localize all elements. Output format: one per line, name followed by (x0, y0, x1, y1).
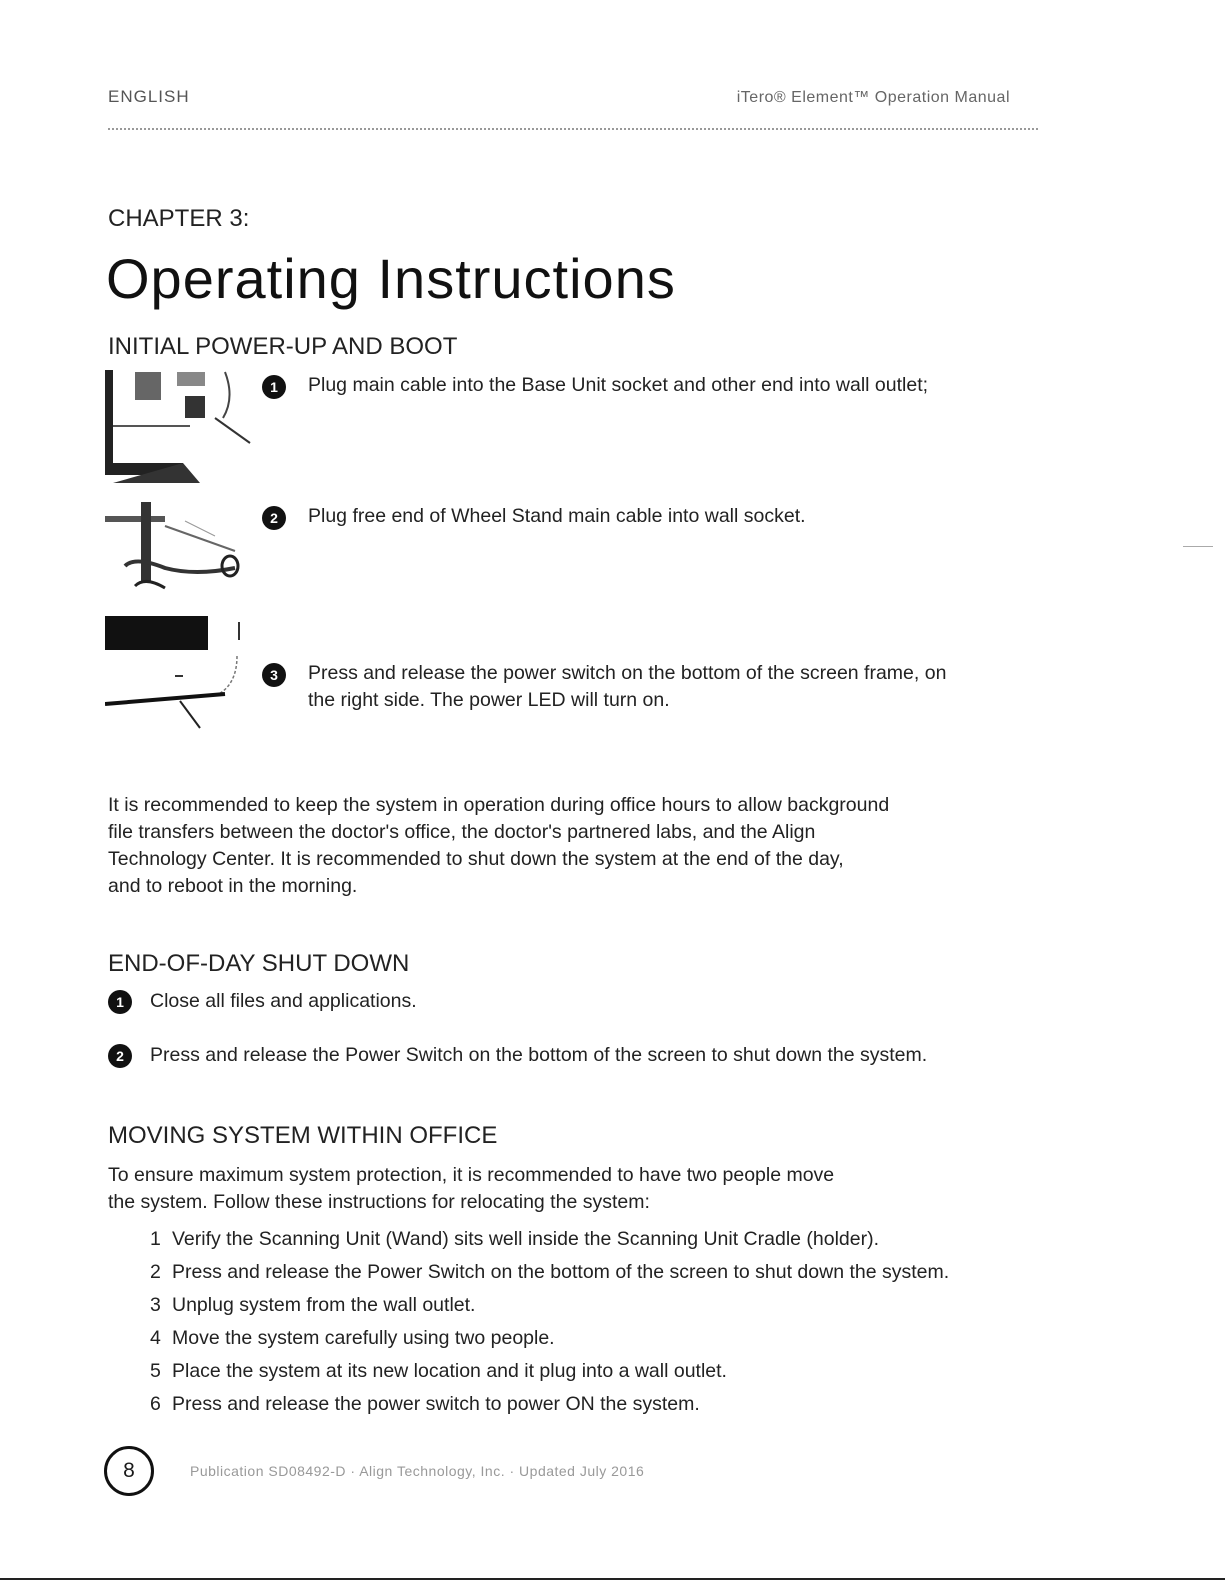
list-item (150, 1358, 949, 1391)
bottom-edge-rule (0, 1578, 1225, 1580)
intro-line: To ensure maximum system protection, it is recommended to have two people move (108, 1164, 835, 1186)
intro-line: the system. Follow these instructions for relocating the system: (108, 1191, 650, 1213)
list-item-number: 1 (150, 1228, 161, 1250)
list-item (150, 1325, 949, 1358)
power-up-step-3-text-line1: Press and release the power switch on the bottom of the screen frame, on (308, 662, 947, 684)
power-up-paragraph (108, 792, 889, 900)
section-heading-shut-down: END-OF-DAY SHUT DOWN (108, 950, 410, 977)
step-2-badge: 2 (262, 506, 286, 530)
list-item-text: Place the system at its new location and it plug into a wall outlet. (172, 1360, 727, 1382)
list-item-number: 5 (150, 1360, 161, 1382)
moving-instructions-list (150, 1226, 949, 1424)
power-up-step-3-text-line2: the right side. The power LED will turn on. (308, 689, 670, 711)
list-item (150, 1226, 949, 1259)
shutdown-step-1-badge: 1 (108, 990, 132, 1014)
section-heading-power-up: INITIAL POWER-UP AND BOOT (108, 333, 458, 360)
list-item-number: 3 (150, 1294, 161, 1316)
step-1-badge: 1 (262, 375, 286, 399)
screen-power-switch-illustration (105, 616, 255, 734)
wheel-stand-cable-illustration (105, 496, 255, 606)
list-item-text: Press and release the Power Switch on the bottom of the screen to shut down the system. (172, 1261, 950, 1283)
list-item-number: 4 (150, 1327, 161, 1349)
step-3-badge: 3 (262, 663, 286, 687)
list-item-number: 6 (150, 1393, 161, 1415)
list-item-text: Move the system carefully using two people. (172, 1327, 555, 1349)
footer-publication: Publication SD08492-D · Align Technology, Inc. · Updated July 2016 (190, 1463, 645, 1479)
page-number: 8 (104, 1446, 154, 1496)
list-item (150, 1391, 949, 1424)
header-language: ENGLISH (108, 87, 190, 106)
list-item-text: Verify the Scanning Unit (Wand) sits well inside the Scanning Unit Cradle (holder). (172, 1228, 880, 1250)
shutdown-step-2-badge: 2 (108, 1044, 132, 1068)
base-unit-socket-illustration (105, 368, 255, 483)
shutdown-step-1-text: Close all files and applications. (150, 990, 417, 1012)
section-heading-moving: MOVING SYSTEM WITHIN OFFICE (108, 1122, 498, 1149)
header-manual-title: iTero® Element™ Operation Manual (736, 89, 1010, 106)
paragraph-line: and to reboot in the morning. (108, 875, 358, 897)
list-item-text: Press and release the power switch to power ON the system. (172, 1393, 700, 1415)
paragraph-line: It is recommended to keep the system in operation during office hours to allow background (108, 794, 890, 816)
list-item (150, 1259, 949, 1292)
power-up-step-1-text: Plug main cable into the Base Unit socket and other end into wall outlet; (308, 374, 929, 396)
page-title: Operating Instructions (106, 247, 676, 310)
chapter-label: CHAPTER 3: (108, 205, 250, 232)
power-up-step-2-text: Plug free end of Wheel Stand main cable into wall socket. (308, 505, 806, 527)
paragraph-line: Technology Center. It is recommended to shut down the system at the end of the day, (108, 848, 844, 870)
moving-intro (108, 1162, 834, 1216)
margin-mark (1183, 546, 1213, 547)
shutdown-step-2-text: Press and release the Power Switch on the bottom of the screen to shut down the system. (150, 1044, 928, 1066)
paragraph-line: file transfers between the doctor's office, the doctor's partnered labs, and the Align (108, 821, 816, 843)
list-item-number: 2 (150, 1261, 161, 1283)
list-item-text: Unplug system from the wall outlet. (172, 1294, 476, 1316)
header-divider (108, 128, 1038, 130)
list-item (150, 1292, 949, 1325)
